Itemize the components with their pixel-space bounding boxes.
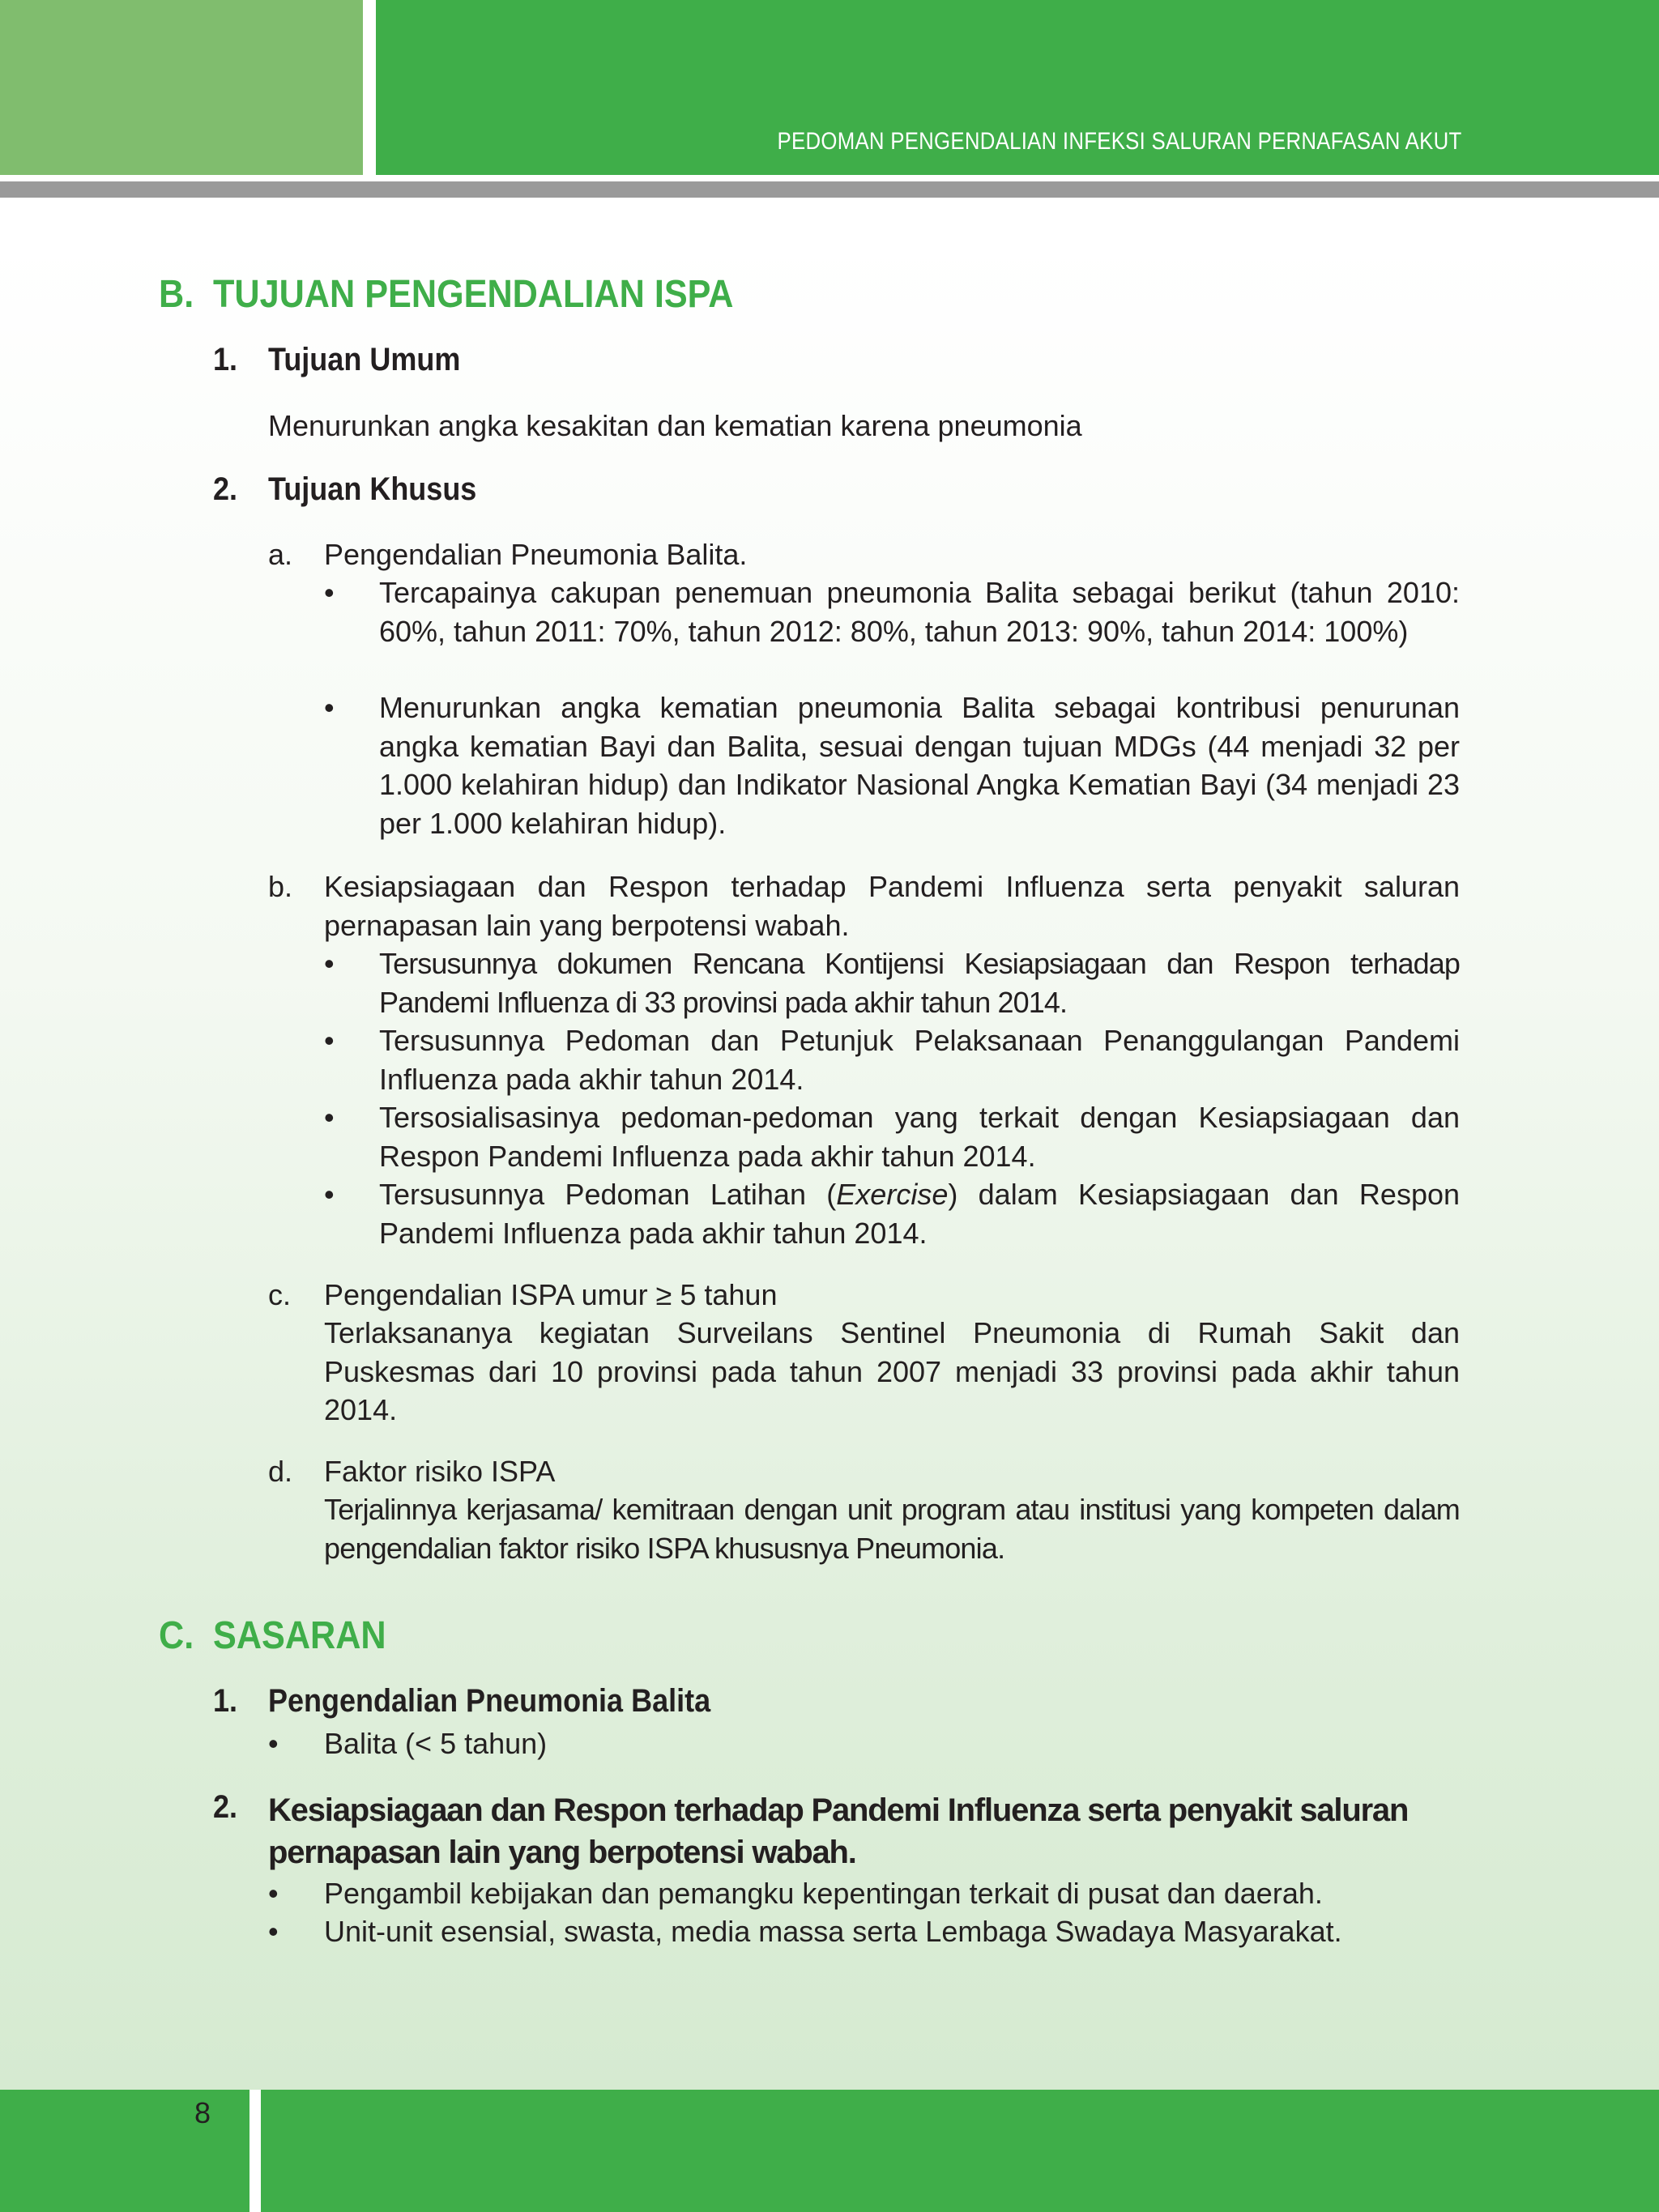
item-a-bullet-2: Menurunkan angka kematian pneumonia Balita sebagai kontribusi penurunan angka kematian Bayi dan Balita, sesuai dengan tujuan MDGs (44 menjadi 32 per 1.000 kelahiran hidup) dan Indikator Nasional Angka Kematian Bayi (34 menjadi 23 per 1.000 kelahiran hidup). bbox=[379, 691, 1460, 840]
bullet-icon: • bbox=[324, 1024, 335, 1057]
section-b-item1-text: Menurunkan angka kesakitan dan kematian karena pneumonia bbox=[268, 409, 1082, 442]
item-d-text: Faktor risiko ISPA bbox=[324, 1455, 556, 1488]
header-gray-stripe bbox=[0, 181, 1659, 198]
section-c-item1-number: 1. bbox=[213, 1683, 238, 1719]
bullet-icon: • bbox=[324, 691, 335, 724]
running-header-title: PEDOMAN PENGENDALIAN INFEKSI SALURAN PERNAFASAN AKUT bbox=[777, 128, 1461, 155]
item-b-bullet-4 bbox=[379, 1175, 1460, 1252]
item-a-text: Pengendalian Pneumonia Balita. bbox=[324, 538, 748, 571]
section-c-item1-bullet-1: Balita (< 5 tahun) bbox=[324, 1727, 548, 1760]
item-c-text: Pengendalian ISPA umur ≥ 5 tahun bbox=[324, 1278, 778, 1311]
section-c-item1-title: Pengendalian Pneumonia Balita bbox=[268, 1683, 711, 1719]
section-b-label: B. bbox=[159, 273, 194, 316]
footer-band-right bbox=[261, 2090, 1659, 2212]
bullet-icon: • bbox=[268, 1915, 279, 1948]
section-c-item2-bullet-2: Unit-unit esensial, swasta, media massa serta Lembaga Swadaya Masyarakat. bbox=[324, 1915, 1342, 1948]
bullet-icon: • bbox=[324, 1101, 335, 1134]
bullet-icon: • bbox=[268, 1727, 279, 1760]
bullet-icon: • bbox=[324, 947, 335, 980]
bullet-icon: • bbox=[268, 1877, 279, 1910]
section-b-item2-number: 2. bbox=[213, 471, 238, 507]
item-d-letter: d. bbox=[268, 1455, 293, 1488]
section-b-item2-title: Tujuan Khusus bbox=[268, 471, 477, 507]
item-b-letter: b. bbox=[268, 870, 293, 903]
footer-band-left bbox=[0, 2090, 249, 2212]
item-b-bullet-4-emphasis: Exercise bbox=[836, 1178, 949, 1211]
item-b-bullet-2: Tersusunnya Pedoman dan Petunjuk Pelaksanaan Penanggulangan Pandemi Influenza pada akhir tahun 2014. bbox=[379, 1024, 1460, 1096]
item-d-detail: Terjalinnya kerjasama/ kemitraan dengan unit program atau institusi yang kompeten dalam pengendalian faktor risiko ISPA khususnya Pneumonia. bbox=[324, 1493, 1460, 1565]
item-b-bullet-4-pre: Tersusunnya Pedoman Latihan ( bbox=[379, 1178, 837, 1211]
section-c-item2-bullet-1: Pengambil kebijakan dan pemangku kepentingan terkait di pusat dan daerah. bbox=[324, 1877, 1323, 1910]
bullet-icon: • bbox=[324, 1178, 335, 1211]
footer-divider bbox=[249, 2090, 261, 2212]
item-a-bullet-1: Tercapainya cakupan penemuan pneumonia Balita sebagai berikut (tahun 2010: 60%, tahun 2011: 70%, tahun 2012: 80%, tahun 2013: 90%, tahun 2014: 100%) bbox=[379, 576, 1460, 648]
item-a-letter: a. bbox=[268, 538, 293, 571]
section-b-title: TUJUAN PENGENDALIAN ISPA bbox=[213, 273, 734, 316]
section-c-item2-number: 2. bbox=[213, 1789, 238, 1825]
section-b-item1-number: 1. bbox=[213, 342, 238, 377]
item-c-detail: Terlaksananya kegiatan Surveilans Sentinel Pneumonia di Rumah Sakit dan Puskesmas dari 10 provinsi pada tahun 2007 menjadi 33 provinsi pada akhir tahun 2014. bbox=[324, 1316, 1460, 1426]
header-divider-horizontal bbox=[0, 175, 1659, 181]
bullet-icon: • bbox=[324, 576, 335, 609]
section-c-label: C. bbox=[159, 1614, 194, 1657]
item-b-bullet-4-post: ) dalam Kesiapsiagaan dan Respon Pandemi Influenza pada akhir tahun 2014. bbox=[379, 1178, 1461, 1250]
section-c-title: SASARAN bbox=[213, 1614, 386, 1657]
item-b-bullet-3: Tersosialisasinya pedoman-pedoman yang terkait dengan Kesiapsiagaan dan Respon Pandemi Influenza pada akhir tahun 2014. bbox=[379, 1101, 1460, 1173]
section-c-item2-title: Kesiapsiagaan dan Respon terhadap Pandemi Influenza serta penyakit saluran pernapasan lain yang berpotensi wabah. bbox=[268, 1792, 1409, 1870]
header-band-light bbox=[0, 0, 363, 175]
header-divider-vertical bbox=[363, 0, 376, 175]
page-number: 8 bbox=[194, 2096, 211, 2129]
item-c-letter: c. bbox=[268, 1278, 292, 1311]
item-b-text: Kesiapsiagaan dan Respon terhadap Pandemi Influenza serta penyakit saluran pernapasan lain yang berpotensi wabah. bbox=[324, 870, 1460, 942]
item-b-bullet-1: Tersusunnya dokumen Rencana Kontijensi Kesiapsiagaan dan Respon terhadap Pandemi Influenza di 33 provinsi pada akhir tahun 2014. bbox=[379, 947, 1460, 1019]
section-b-item1-title: Tujuan Umum bbox=[268, 342, 461, 377]
